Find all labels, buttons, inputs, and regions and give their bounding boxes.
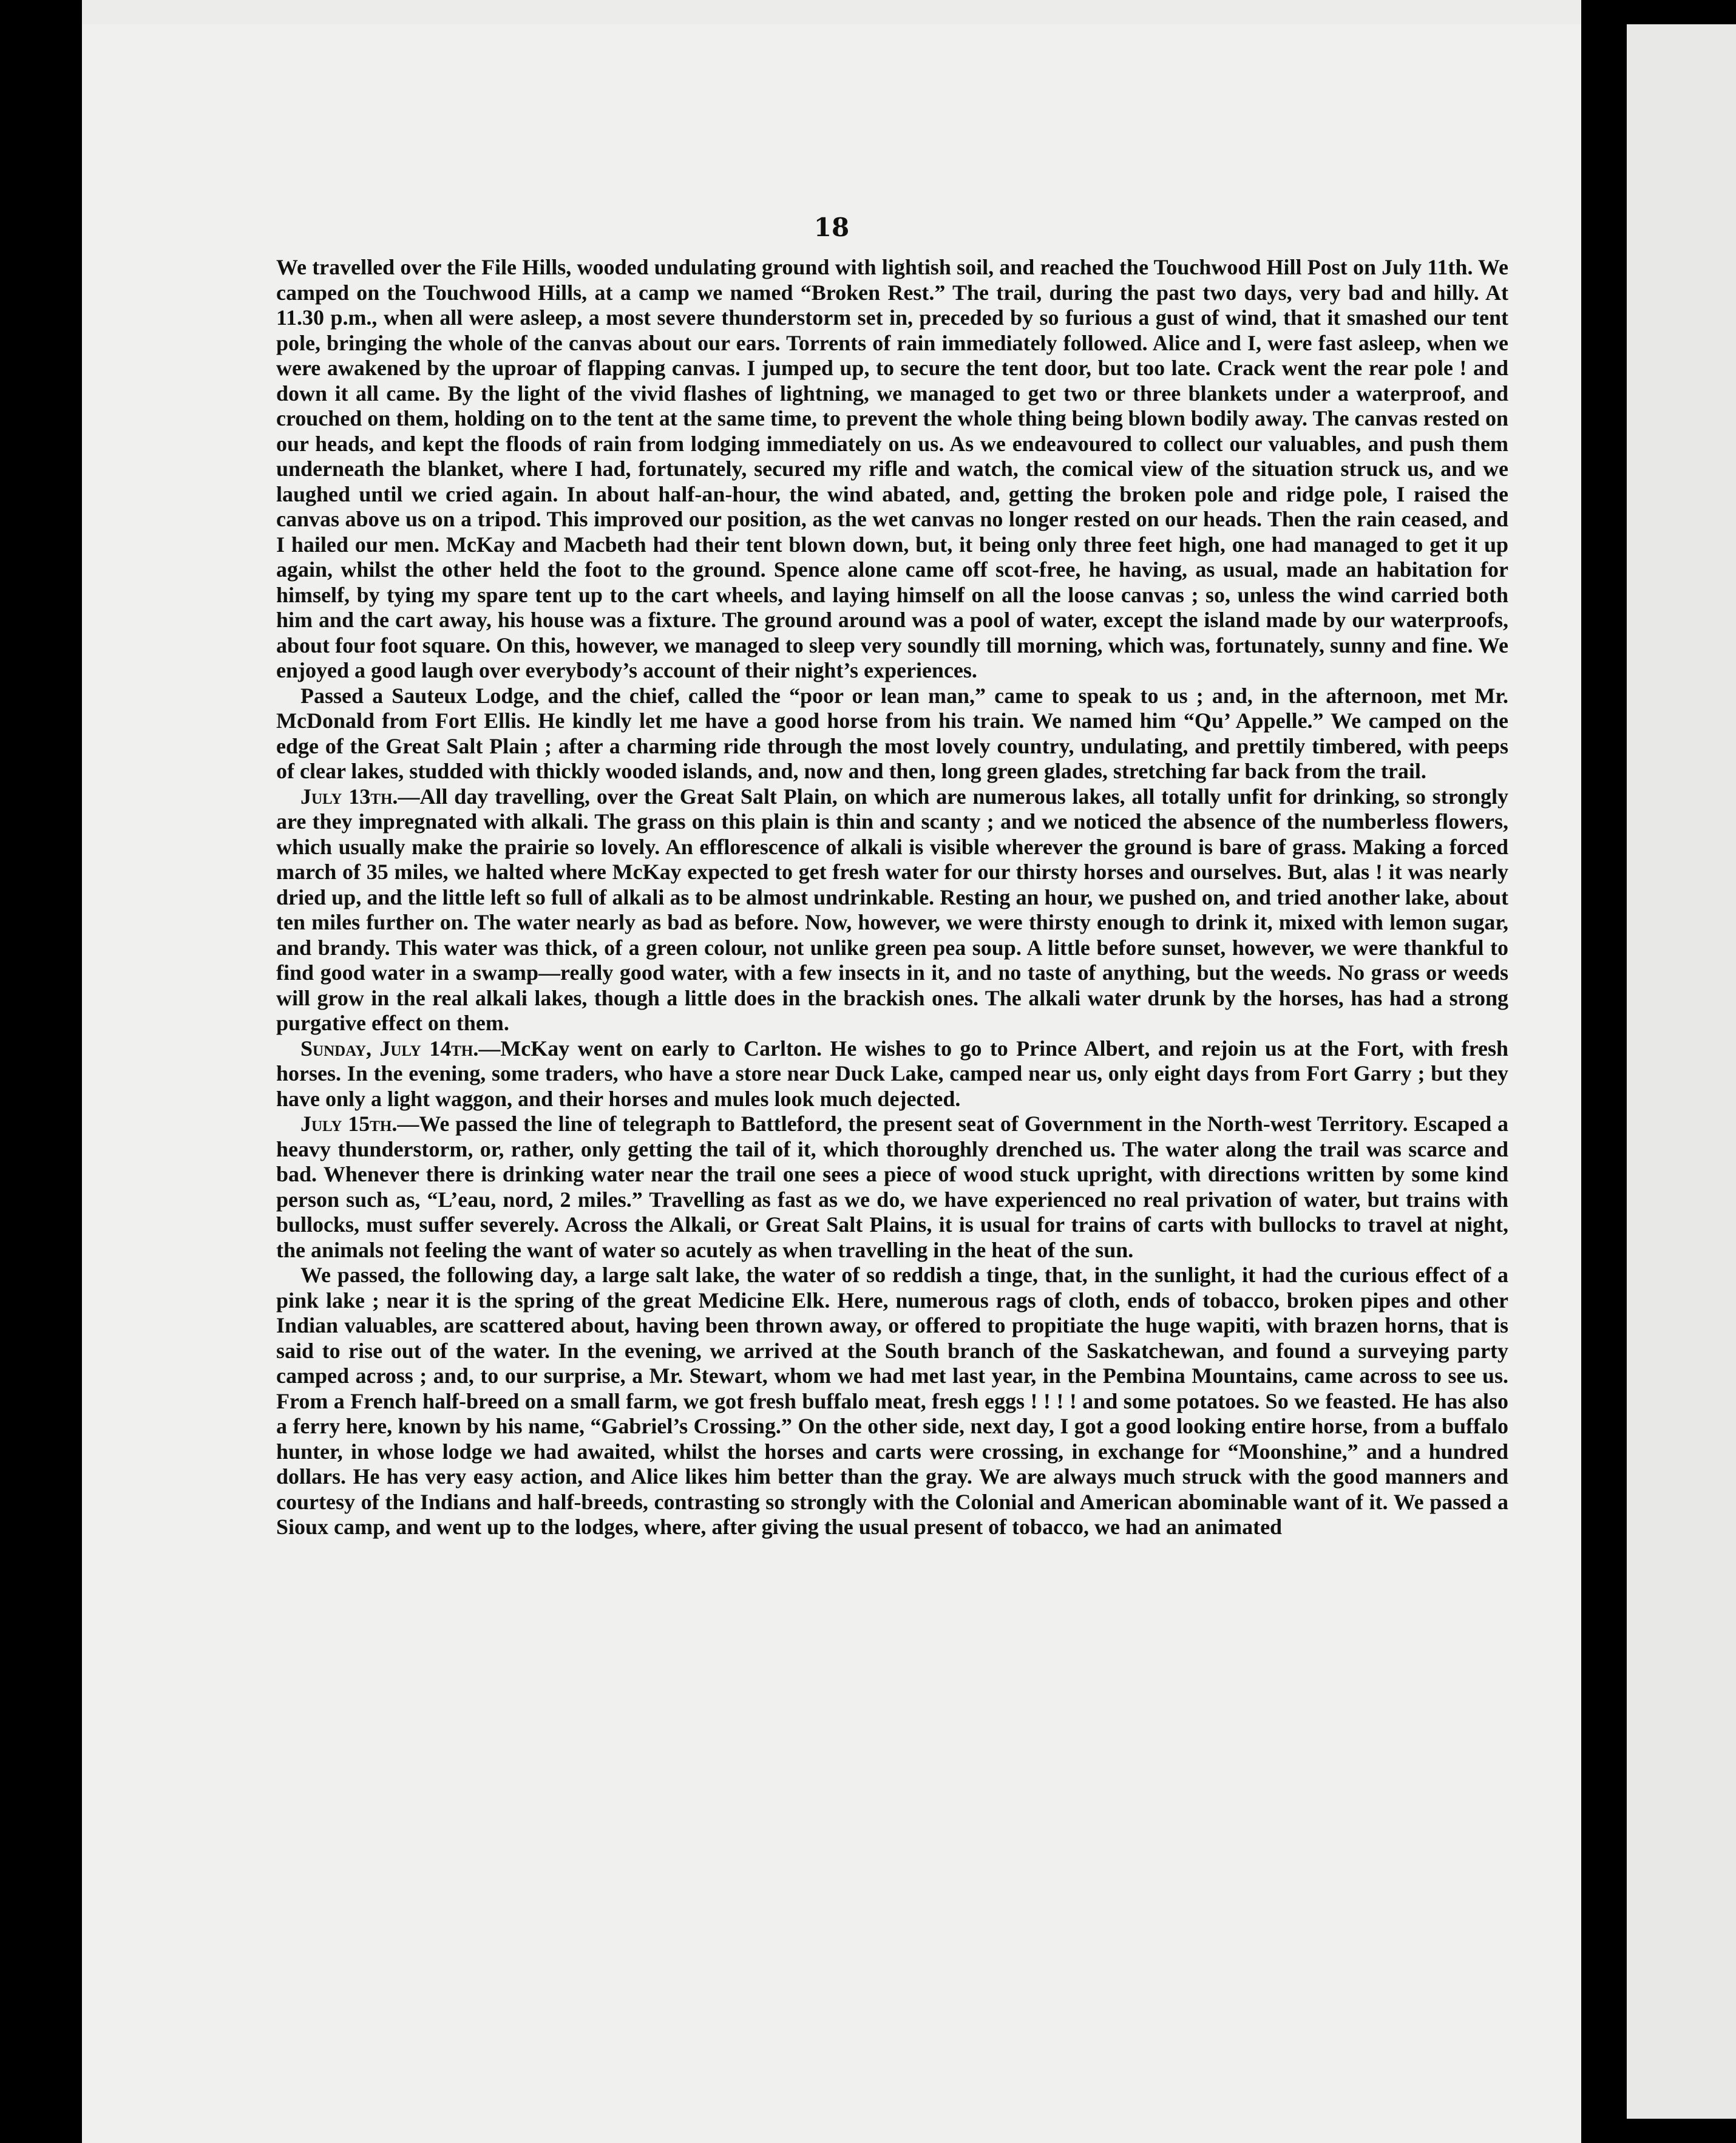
- paragraph: [276, 684, 1508, 784]
- paragraph: [276, 784, 1508, 1036]
- page-gutter: [1581, 0, 1627, 2143]
- paragraph-text: We travelled over the File Hills, wooded undulating ground with lightish soil, and reached the Touchwood Hill Post on July 11th. We camped on the Touchwood Hills, at a camp we named “Broken Rest.” The trail, during the past two days, very bad and hilly. At 11.30 p.m., when all were asleep, a most severe thunderstorm set in, preceded by so furious a gust of wind, that it smashed our tent pole, bringing the whole of the canvas about our ears. Torrents of rain immediately followed. Alice and I, were fast asleep, when we were awakened by the uproar of flapping canvas. I jumped up, to secure the tent door, but too late. Crack went the rear pole ! and down it all came. By the light of the vivid flashes of lightning, we managed to get two or three blankets under a waterproof, and crouched on them, holding on to the tent at the same time, to prevent the whole thing being blown bodily away. The canvas rested on our heads, and kept the floods of rain from lodging immediately on us. As we endeavoured to collect our valuables, and push them underneath the blanket, where I had, fortunately, secured my rifle and watch, the comical view of the situation struck us, and we laughed until we cried again. In about half-an-hour, the wind abated, and, getting the broken pole and ridge pole, I raised the canvas above us on a tripod. This improved our position, as the wet canvas no longer rested on our heads. Then the rain ceased, and I hailed our men. McKay and Macbeth had their tent blown down, but, it being only three feet high, one had managed to get it up again, whilst the other held the foot to the ground. Spence alone came off scot-free, he having, as usual, made an habitation for himself, by tying my spare tent up to the cart wheels, and laying himself on all the loose canvas ; so, unless the wind carried both him and the cart away, his house was a fixture. The ground around was a pool of water, except the island made by our waterproofs, about four foot square. On this, however, we managed to sleep very soundly till morning, which was, fortunately, sunny and fine. We enjoyed a good laugh over everybody’s account of their night’s experiences.: [276, 255, 1508, 682]
- adjacent-page-edge: [1627, 24, 1736, 2119]
- entry-date: Sunday, July 14th.: [300, 1036, 479, 1061]
- page-number: 18: [813, 212, 850, 242]
- paragraph: [276, 1263, 1508, 1540]
- paragraph: [276, 1036, 1508, 1112]
- paragraph-text: —All day travelling, over the Great Salt Plain, on which are numerous lakes, all totally unfit for drinking, so strongly are they impregnated with alkali. The grass on this plain is thin and scanty ; and we noticed the absence of the numberless flowers, which usually make the prairie so lovely. An efflorescence of alkali is visible wherever the ground is bare of grass. Making a forced march of 35 miles, we halted where McKay expected to get fresh water for our thirsty horses and ourselves. But, alas ! it was nearly dried up, and the little left so full of alkali as to be almost undrinkable. Resting an hour, we pushed on, and tried another lake, about ten miles further on. The water nearly as bad as before. Now, however, we were thirsty enough to drink it, mixed with lemon sugar, and brandy. This water was thick, of a green colour, not unlike green pea soup. A little before sunset, however, we were thankful to find good water in a swamp—really good water, with a few insects in it, and no taste of anything, but the weeds. No grass or weeds will grow in the real alkali lakes, though a little does in the brackish ones. The alkali water drunk by the horses, has had a strong purgative effect on them.: [276, 784, 1509, 1035]
- paragraph: [276, 1112, 1508, 1263]
- paragraph-text: We passed, the following day, a large salt lake, the water of so reddish a tinge, that, in the sunlight, it had the curious effect of a pink lake ; near it is the spring of the great Medicine Elk. Here, numerous rags of cloth, ends of tobacco, broken pipes and other Indian valuables, are scattered about, having been thrown away, or offered to propitiate the huge wapiti, with brazen horns, that is said to rise out of the water. In the evening, we arrived at the South branch of the Saskatchewan, and found a surveying party camped across ; and, to our surprise, a Mr. Stewart, whom we had met last year, in the Pembina Mountains, came across to see us. From a French half-breed on a small farm, we got fresh buffalo meat, fresh eggs ! ! ! ! and some potatoes. So we feasted. He has also a ferry here, known by his name, “Gabriel’s Crossing.” On the other side, next day, I got a good looking entire horse, from a buffalo hunter, in whose lodge we had awaited, whilst the horses and carts were crossing, in exchange for “Moonshine,” and a hundred dollars. He has very easy action, and Alice likes him better than the gray. We are always much struck with the good manners and courtesy of the Indians and half-breeds, contrasting so strongly with the Colonial and American abominable want of it. We passed a Sioux camp, and went up to the lodges, where, after giving the usual present of tobacco, we had an animated: [276, 1263, 1508, 1539]
- entry-date: July 13th.: [300, 784, 398, 809]
- paragraph: [276, 255, 1508, 684]
- paragraph-text: —We passed the line of telegraph to Battleford, the present seat of Government in the North-west Territory. Escaped a heavy thunderstorm, or, rather, only getting the tail of it, which thoroughly drenched us. The water along the trail was scarce and bad. Whenever there is drinking water near the trail one sees a piece of wood stuck upright, with directions written by some kind person such as, “L’eau, nord, 2 miles.” Travelling as fast as we do, we have experienced no real privation of water, but trains with bullocks, must suffer severely. Across the Alkali, or Great Salt Plains, it is usual for trains of carts with bullocks to travel at night, the animals not feeling the want of water so acutely as when travelling in the heat of the sun.: [276, 1112, 1509, 1262]
- paragraph-text: Passed a Sauteux Lodge, and the chief, called the “poor or lean man,” came to speak to us ; and, in the afternoon, met Mr. McDonald from Fort Ellis. He kindly let me have a good horse from his train. We named him “Qu’ Appelle.” We camped on the edge of the Great Salt Plain ; after a charming ride through the most lovely country, undulating, and prettily timbered, with peeps of clear lakes, studded with thickly wooded islands, and, now and then, long green glades, stretching far back from the trail.: [276, 683, 1508, 783]
- paragraph-text: —McKay went on early to Carlton. He wishes to go to Prince Albert, and rejoin us at the Fort, with fresh horses. In the evening, some traders, who have a store near Duck Lake, camped near us, only eight days from Fort Garry ; but they have only a light waggon, and their horses and mules look much dejected.: [276, 1036, 1508, 1111]
- book-page: [82, 0, 1581, 2143]
- body-text: [276, 255, 1508, 1540]
- entry-date: July 15th.: [300, 1112, 398, 1136]
